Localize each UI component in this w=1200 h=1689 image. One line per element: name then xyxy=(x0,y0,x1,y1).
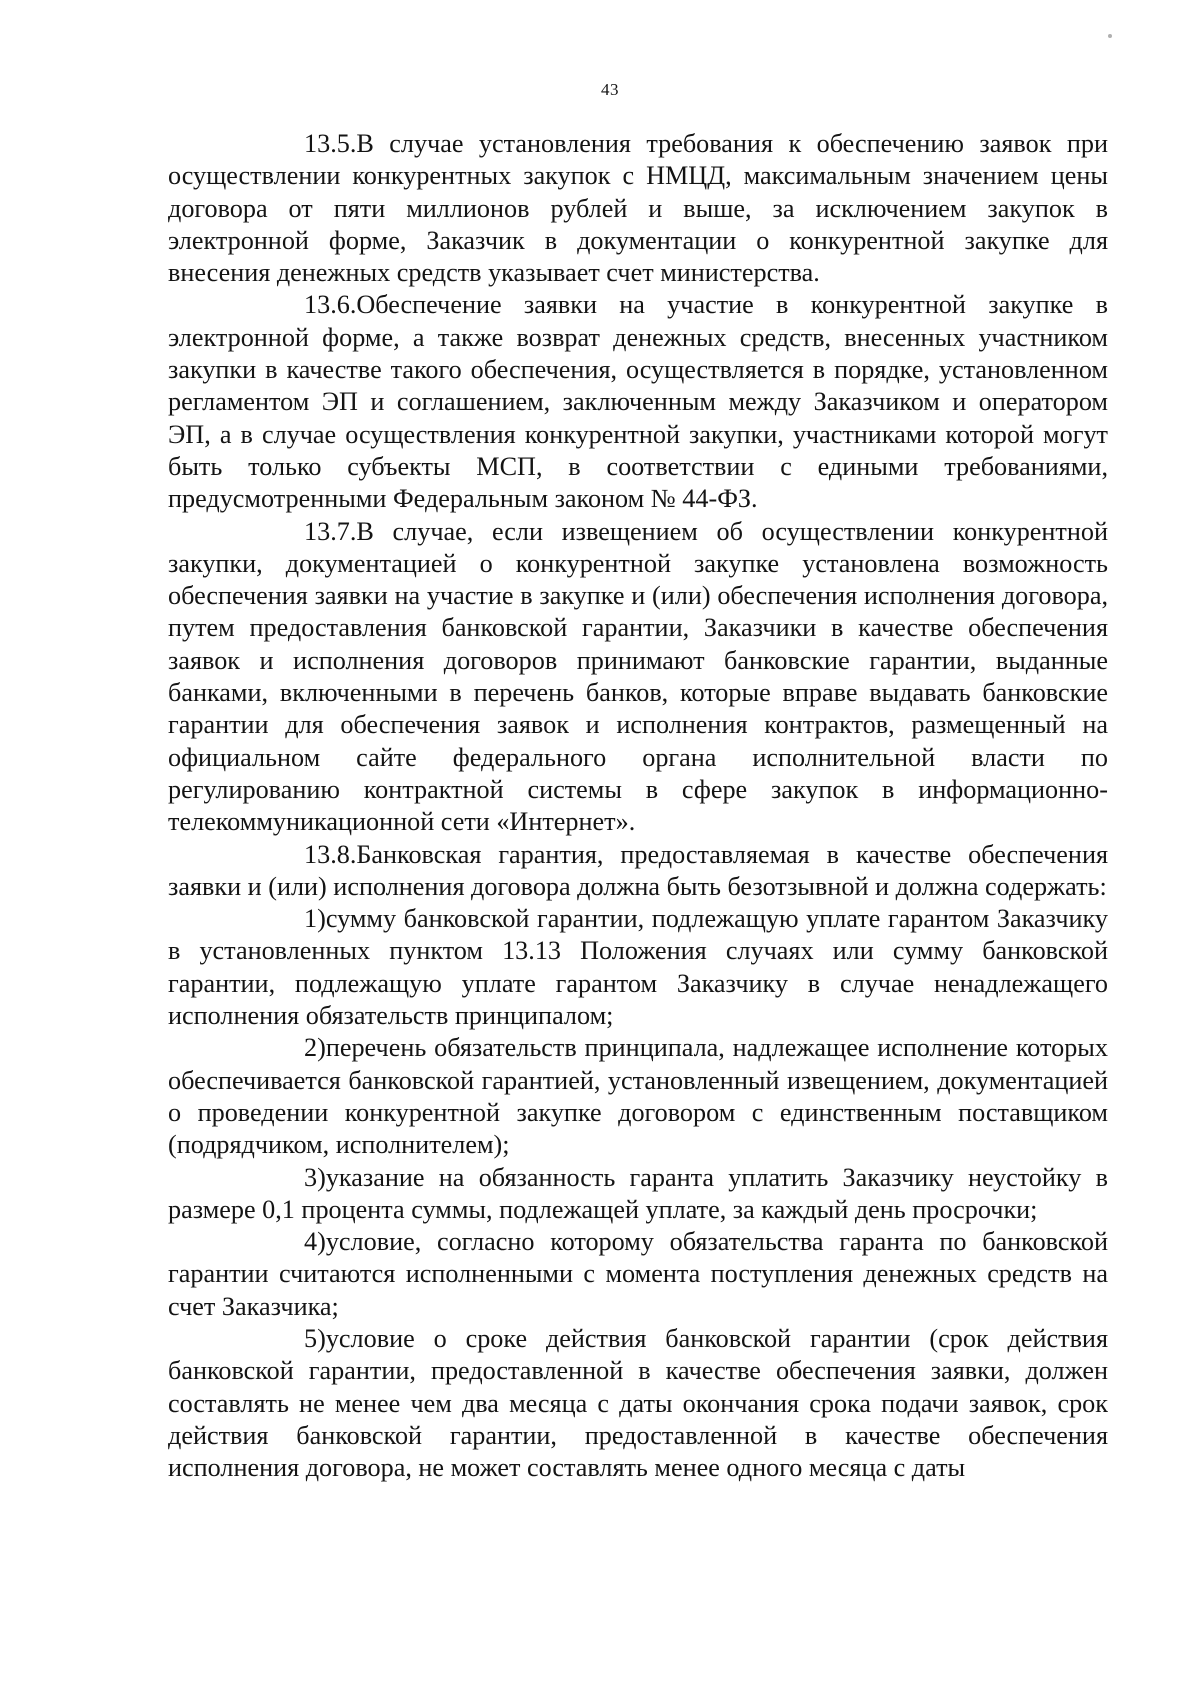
paragraph-13-8 xyxy=(168,839,1108,904)
paragraph-13-7 xyxy=(168,516,1108,839)
list-item-text: перечень обязательств принципала, надлежащее исполнение которых обеспечивается банковской гарантией, установленный извещением, документацией о проведении конкурентной закупке договором с единственным поставщиком (подрядчиком, исполнителем); xyxy=(168,1033,1108,1160)
list-item-text: указание на обязанность гаранта уплатить Заказчику неустойку в размере 0,1 процента суммы, подлежащей уплате, за каждый день просрочки; xyxy=(168,1162,1108,1224)
paragraph-text: В случае установления требования к обеспечению заявок при осуществлении конкурентных закупок с НМЦД, максимальным значением цены договора от пяти миллионов рублей и выше, за исключением закупок в электронной форме, Заказчик в документации о конкурентной закупке для внесения денежных средств указывает счет министерства. xyxy=(168,129,1108,288)
list-item-1 xyxy=(168,903,1108,1032)
paragraph-number: 13.8. xyxy=(304,839,357,869)
paragraph-number: 13.5. xyxy=(304,129,357,158)
list-item-3 xyxy=(168,1162,1108,1227)
list-item-5 xyxy=(168,1323,1108,1484)
paragraph-text: В случае, если извещением об осуществлении конкурентной закупки, документацией о конкурентной закупке установлена возможность обеспечения заявки на участие в закупке и (или) обеспечения исполнения договора, путем предоставления банковской гарантии, Заказчики в качестве обеспечения заявок и исполнения договоров принимают банковские гарантии, выданные банками, включенными в перечень банков, которые вправе выдавать банковские гарантии для обеспечения заявок и исполнения контрактов, размещенный на официальном сайте федерального органа исполнительной власти по регулированию контрактной системы в сфере закупок в информационно-телекоммуникационной сети «Интернет». xyxy=(168,516,1108,837)
list-item-number: 2) xyxy=(304,1033,326,1063)
list-item-number: 3) xyxy=(304,1162,326,1192)
page-number: 43 xyxy=(601,80,619,99)
scan-speck xyxy=(1108,34,1112,38)
list-item-4 xyxy=(168,1226,1108,1323)
paragraph-number: 13.7. xyxy=(304,516,357,546)
list-item-number: 5) xyxy=(304,1323,326,1353)
document-body xyxy=(168,128,1108,1484)
list-item-text: сумму банковской гарантии, подлежащую уплате гарантом Заказчику в установленных пунктом 13.13 Положения случаях или сумму банковской гарантии, подлежащую уплате гарантом Заказчику в случае ненадлежащего исполнения обязательств принципалом; xyxy=(168,904,1108,1031)
paragraph-number: 13.6. xyxy=(304,290,357,320)
paragraph-text: Банковская гарантия, предоставляемая в качестве обеспечения заявки и (или) исполнения договора должна быть безотзывной и должна содержать: xyxy=(168,839,1108,901)
paragraph-13-6 xyxy=(168,289,1108,515)
list-item-text: условие, согласно которому обязательства гаранта по банковской гарантии считаются исполненными с момента поступления денежных средств на счет Заказчика; xyxy=(168,1227,1108,1321)
list-item-number: 4) xyxy=(304,1227,326,1257)
paragraph-text: Обеспечение заявки на участие в конкурентной закупке в электронной форме, а также возврат денежных средств, внесенных участником закупки в качестве такого обеспечения, осуществляется в порядке, установленном регламентом ЭП и соглашением, заключенным между Заказчиком и оператором ЭП, а в случае осуществления конкурентной закупки, участниками которой могут быть только субъекты МСП, в соответствии с едиными требованиями, предусмотренными Федеральным законом № 44-ФЗ. xyxy=(168,290,1108,514)
list-item-2 xyxy=(168,1032,1108,1161)
list-item-number: 1) xyxy=(304,904,326,934)
list-item-text: условие о сроке действия банковской гарантии (срок действия банковской гарантии, предоставленной в качестве обеспечения заявки, должен составлять не менее чем два месяца с даты окончания срока подачи заявок, срок действия банковской гарантии, предоставленной в качестве обеспечения исполнения договора, не может составлять менее одного месяца с даты xyxy=(168,1323,1108,1483)
paragraph-13-5 xyxy=(168,128,1108,289)
